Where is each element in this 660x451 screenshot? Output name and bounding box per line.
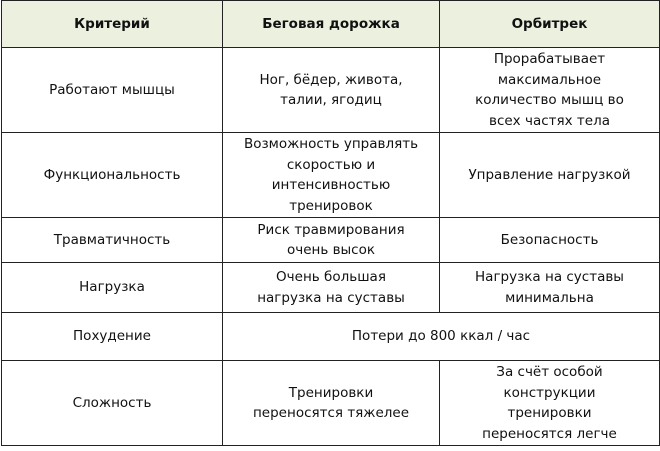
treadmill-cell <box>223 218 440 263</box>
table-row <box>2 133 660 218</box>
table-row <box>2 218 660 263</box>
treadmill-cell <box>223 263 440 313</box>
cell-line: минимальна <box>505 289 594 306</box>
orbitrek-cell <box>440 218 660 263</box>
treadmill-cell <box>223 133 440 218</box>
cell-line: переносятся легче <box>482 425 617 442</box>
header-criterion: Критерий <box>2 1 223 48</box>
cell-line: Риск травмирования <box>257 221 405 238</box>
cell-line: За счёт особой <box>496 364 603 380</box>
table-row <box>2 48 660 133</box>
cell-line: очень высок <box>286 242 376 258</box>
criterion-cell: Нагрузка <box>2 263 223 313</box>
cell-line: тренировок <box>289 197 373 214</box>
orbitrek-cell <box>440 361 660 446</box>
cell-line: Тренировки <box>288 384 374 401</box>
cell-line: тренировки <box>507 405 592 421</box>
criterion-cell: Похудение <box>2 313 223 361</box>
cell-line: максимальное <box>497 71 602 88</box>
cell-line: нагрузка на суставы <box>257 289 405 306</box>
cell-line: Прорабатывает <box>493 51 606 67</box>
criterion-cell: Травматичность <box>2 218 223 263</box>
cell-line: всех частях тела <box>489 112 610 129</box>
cell-line: Возможность управлять <box>243 136 419 152</box>
cell-line: талии, ягодиц <box>280 92 382 108</box>
cell-line: количество мышц во <box>475 92 624 108</box>
comparison-table <box>1 0 660 446</box>
cell-line: Нагрузка на суставы <box>475 269 624 285</box>
treadmill-cell <box>223 361 440 446</box>
merged-value-cell <box>223 313 660 361</box>
cell-line: Безопасность <box>500 231 599 248</box>
table-row <box>2 313 660 361</box>
cell-line: интенсивностью <box>271 177 391 193</box>
orbitrek-cell <box>440 133 660 218</box>
cell-line: Потери до 800 ккал / час <box>351 328 531 345</box>
criterion-cell: Работают мышцы <box>2 48 223 133</box>
header-treadmill: Беговая дорожка <box>223 1 440 48</box>
criterion-cell: Функциональность <box>2 133 223 218</box>
header-orbitrek: Орбитрек <box>440 1 660 48</box>
treadmill-cell <box>223 48 440 133</box>
cell-line: Очень большая <box>276 269 386 285</box>
cell-line: скоростью и <box>286 156 376 173</box>
cell-line: Ног, бёдер, живота, <box>259 71 403 88</box>
cell-line: Управление нагрузкой <box>468 166 631 183</box>
cell-line: конструкции <box>503 384 596 401</box>
orbitrek-cell <box>440 48 660 133</box>
table-row <box>2 263 660 313</box>
orbitrek-cell <box>440 263 660 313</box>
header-row <box>2 1 660 48</box>
criterion-cell: Сложность <box>2 361 223 446</box>
table-row <box>2 361 660 446</box>
cell-line: переносятся тяжелее <box>252 405 410 421</box>
